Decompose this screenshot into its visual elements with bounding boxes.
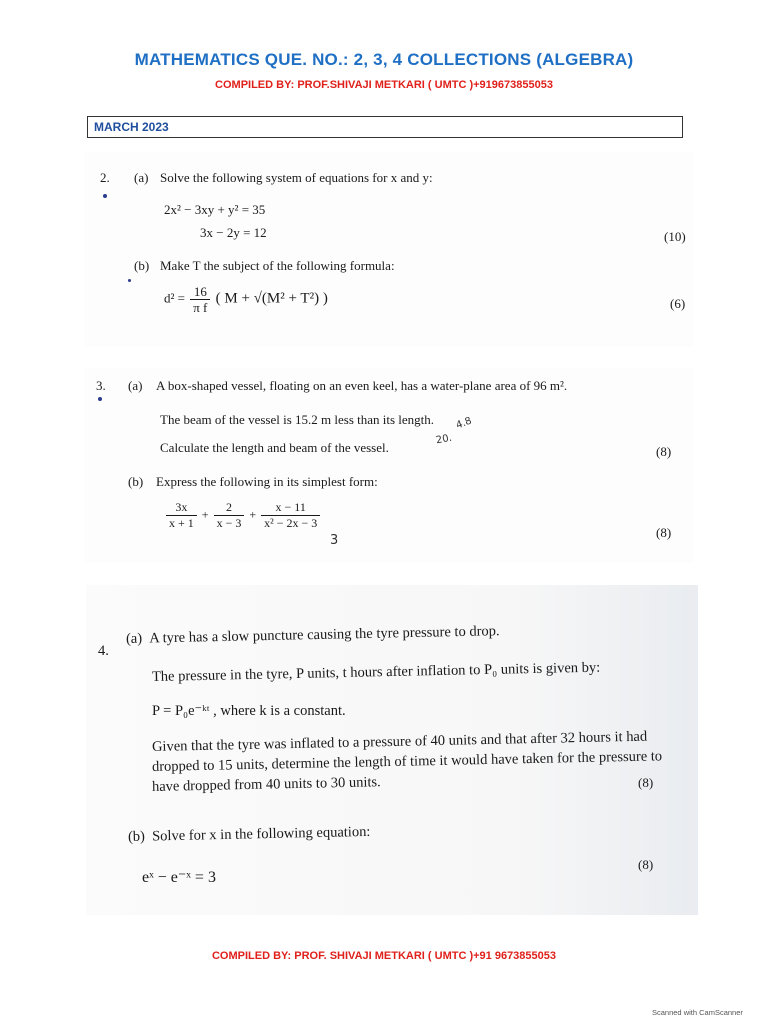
q3b-f1-num: 3x (166, 500, 197, 516)
q4a-header (126, 623, 500, 648)
q2b-marks: (6) (670, 296, 686, 311)
q3-scan (84, 368, 694, 563)
bullet-dot (128, 279, 131, 282)
q4a-marks: (8) (638, 775, 654, 790)
bullet-dot (98, 397, 102, 401)
q3b-f1-den: x + 1 (169, 516, 194, 530)
q3b-f2-den: x − 3 (216, 516, 242, 530)
q4b-label: (b) (127, 828, 146, 845)
q3b-f3-num: x − 11 (261, 500, 320, 516)
page-title: MATHEMATICS QUE. NO.: 2, 3, 4 COLLECTIONS (ALGEBRA) (134, 50, 634, 69)
q2b-formula-rhs: ( M + √(M² + T²) ) (215, 290, 328, 307)
q2-scan (84, 152, 694, 347)
q3b-f3-den: x² − 2x − 3 (264, 516, 318, 530)
q2b-formula (164, 284, 328, 315)
q4b-formula: eˣ − e⁻ˣ = 3 (142, 869, 216, 886)
q4a-text3: Given that the tyre was inflated to a pressure of 40 units and that after 32 hours it had (151, 728, 648, 755)
scanner-watermark: Scanned with CamScanner (652, 1008, 743, 1017)
q2b-text: Make T the subject of the following formula: (160, 258, 395, 273)
q3-number: 3. (96, 378, 106, 393)
q2b-fraction (190, 284, 210, 315)
q2b-fraction-den: π f (193, 300, 208, 315)
q4a-text5: have dropped from 40 units to 30 units. (151, 774, 381, 795)
q4b-header (128, 824, 371, 846)
q4a-text4: dropped to 15 units, determine the length of time it would have taken for the pressure to (151, 748, 663, 775)
q4a-text2: The pressure in the tyre, P units, t hours after inflation to P₀ units is given by: (151, 659, 601, 685)
footer-compiled-by: COMPILED BY: PROF. SHIVAJI METKARI ( UMTC )+91 9673855053 (211, 950, 557, 962)
q4b-text: Solve for x in the following equation: (151, 823, 371, 845)
q2b-fraction-num: 16 (190, 284, 210, 300)
q3a-marks: (8) (656, 444, 672, 459)
q2b-label: (b) (134, 258, 150, 273)
compiled-by: COMPILED BY: PROF.SHIVAJI METKARI ( UMTC )+919673855053 (215, 79, 553, 91)
q3b-fraction-3 (261, 500, 320, 531)
q3a-text3: Calculate the length and beam of the vessel. (160, 440, 389, 455)
handwritten-note: 3 (330, 533, 339, 548)
q3a-text1: A box-shaped vessel, floating on an even keel, has a water-plane area of 96 m². (156, 378, 568, 393)
q2a-text: Solve the following system of equations for x and y: (160, 170, 433, 185)
q4-number: 4. (98, 643, 109, 659)
q2a-eq1: 2x² − 3xy + y² = 35 (164, 202, 266, 217)
q3b-text: Express the following in its simplest form: (156, 474, 378, 489)
q3a-text2: The beam of the vessel is 15.2 m less than its length. (160, 412, 435, 427)
q2a-label: (a) (134, 170, 149, 185)
q2-number: 2. (100, 170, 110, 185)
q4a-text1: A tyre has a slow puncture causing the tyre pressure to drop. (149, 623, 500, 647)
q2a-marks: (10) (664, 229, 686, 244)
q4a-label: (a) (125, 630, 143, 647)
q3b-expression: $\frac{3x}{x + 1}$ + $\frac{2}{x - 3}$ + $\frac{x - 11}{\text{x² − 2x − 3}}$ (164, 500, 322, 531)
q4b-marks: (8) (638, 857, 654, 872)
q2b-formula-lhs: d² = (164, 290, 185, 306)
q3b-fraction-1 (166, 500, 197, 531)
handwritten-note: 4.8 (454, 415, 474, 432)
bullet-dot (103, 194, 107, 198)
section-heading: MARCH 2023 (87, 116, 683, 138)
q3a-label: (a) (128, 378, 143, 393)
q3b-fraction-2 (214, 500, 245, 531)
q3b-label: (b) (128, 474, 144, 489)
q4a-formula: P = P₀e⁻ᵏᵗ , where k is a constant. (152, 703, 346, 719)
q4-scan (86, 585, 698, 915)
handwritten-note: 20. (435, 432, 453, 447)
q2a-eq2: 3x − 2y = 12 (200, 225, 267, 240)
q3b-marks: (8) (656, 525, 672, 540)
q3b-f2-num: 2 (214, 500, 245, 516)
